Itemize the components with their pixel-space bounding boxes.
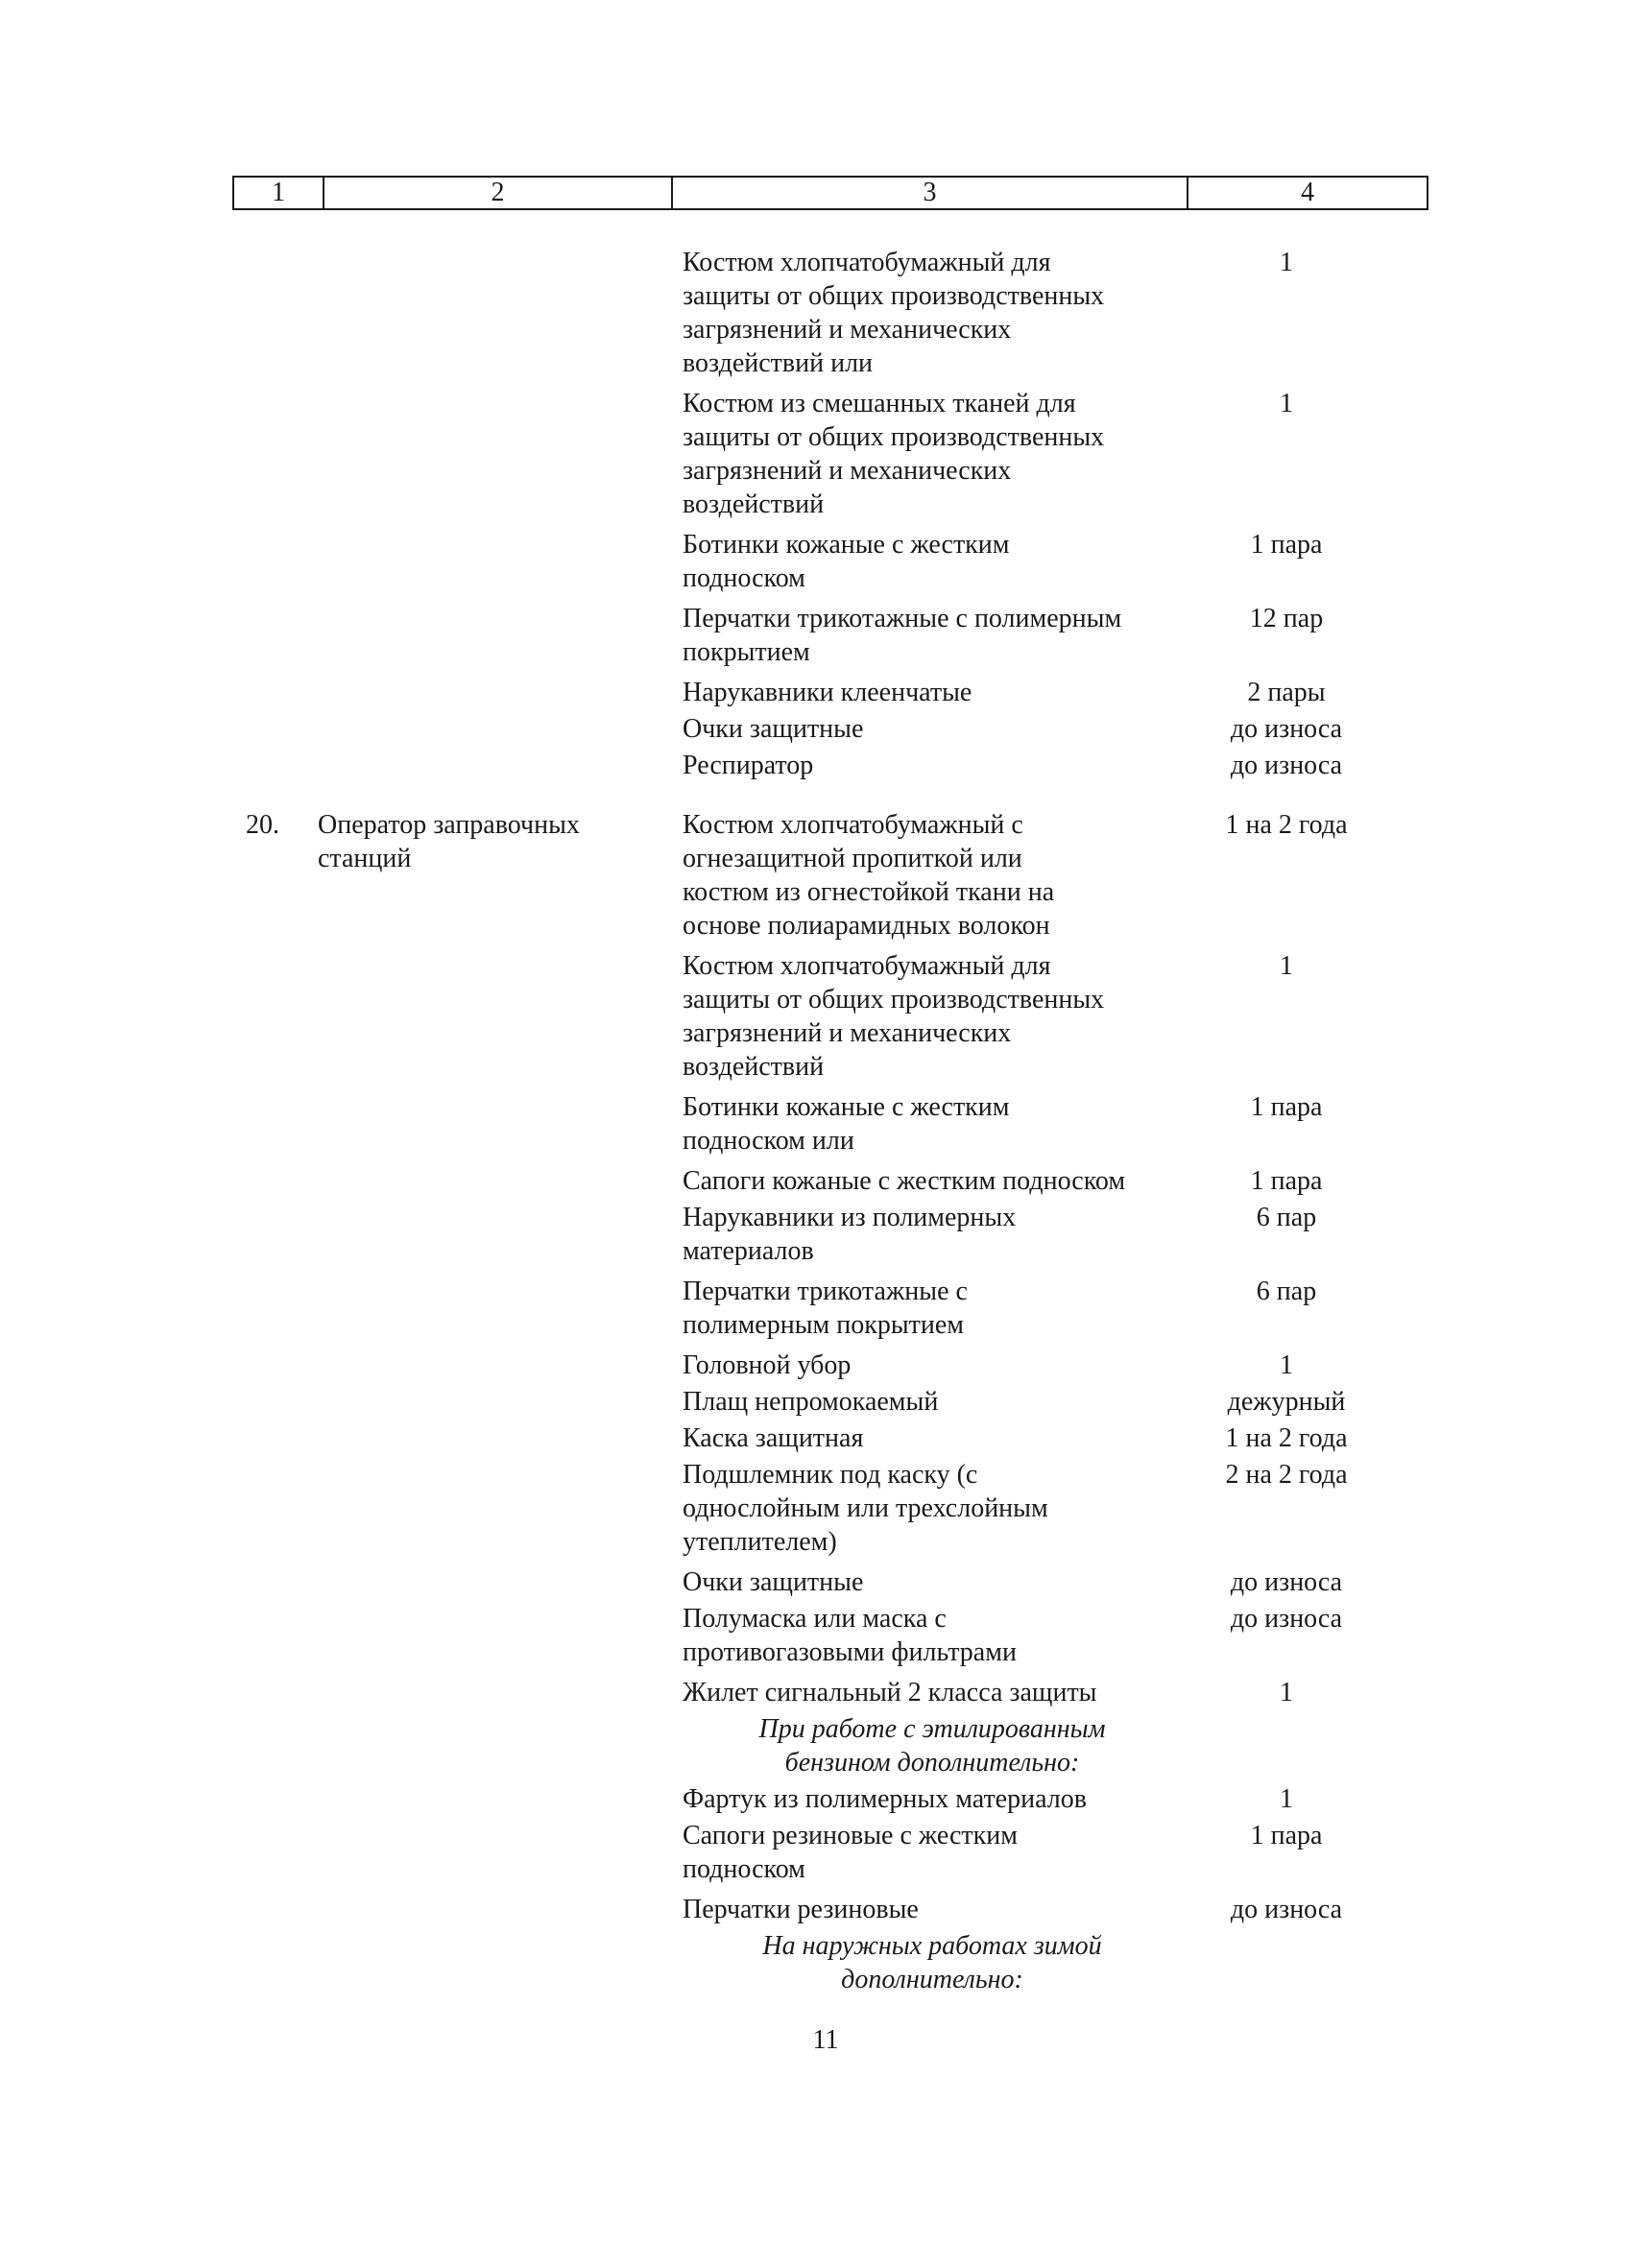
entry20-item-4: материалов [683,1236,814,1266]
entry20-item-5: полимерным покрытием [683,1310,965,1340]
block1-item-2: Ботинки кожаные с жестким [683,530,1010,560]
entry20-item-5: Перчатки трикотажные с [683,1277,968,1306]
entry20-qty-1: 1 [1280,951,1293,981]
entry20-item-2: подноском или [683,1126,854,1156]
entry20-item-0: основе полиарамидных волокон [683,911,1050,941]
block1-qty-5: до износа [1230,714,1343,744]
block1-qty-4: 2 пары [1247,678,1326,707]
leaded-item-2: Перчатки резиновые [683,1895,919,1924]
block1-item-0: загрязнений и механических [683,315,1012,345]
entry20-qty-4: 6 пар [1256,1203,1317,1232]
entry20-item-6: Головной убор [683,1350,852,1380]
block1-qty-2: 1 пара [1250,530,1323,560]
block1-item-1: защиты от общих производственных [683,422,1105,452]
entry20-item-12: Жилет сигнальный 2 класса защиты [683,1678,1097,1707]
entry20-qty-0: 1 на 2 года [1225,810,1348,840]
entry20-item-8: Каска защитная [683,1423,864,1453]
block1-item-0: воздействий или [683,348,874,378]
entry20-item-7: Плащ непромокаемый [683,1387,939,1417]
entry20-item-3: Сапоги кожаные с жестким подноском [683,1166,1126,1196]
note-leaded-gasoline: При работе с этилированным [758,1714,1106,1744]
entry20-item-4: Нарукавники из полимерных [683,1203,1017,1232]
block1-qty-1: 1 [1280,389,1293,418]
entry-number: 20. [246,810,279,840]
block1-item-1: воздействий [683,489,825,519]
leaded-item-0: Фартук из полимерных материалов [683,1784,1087,1814]
table-header-row [232,176,1428,210]
profession-name: станций [318,844,412,873]
profession-name: Оператор заправочных [318,810,580,840]
note-leaded-gasoline: бензином дополнительно: [784,1748,1080,1778]
block1-item-6: Респиратор [683,751,814,780]
block1-item-3: покрытием [683,637,810,667]
entry20-qty-8: 1 на 2 года [1225,1423,1348,1453]
block1-qty-6: до износа [1230,751,1343,780]
entry20-item-1: загрязнений и механических [683,1018,1012,1048]
entry20-item-9: однослойным или трехслойным [683,1493,1048,1523]
leaded-qty-1: 1 пара [1250,1821,1323,1850]
entry20-qty-9: 2 на 2 года [1225,1460,1348,1490]
note-winter-outdoor: дополнительно: [841,1965,1023,1994]
entry20-qty-3: 1 пара [1250,1166,1323,1196]
page-number: 11 [812,2025,839,2055]
block1-item-3: Перчатки трикотажные с полимерным [683,604,1122,633]
entry20-qty-6: 1 [1280,1350,1293,1380]
entry20-item-10: Очки защитные [683,1567,864,1597]
leaded-qty-0: 1 [1280,1784,1293,1814]
entry20-qty-5: 6 пар [1256,1277,1317,1306]
entry20-qty-11: до износа [1230,1604,1343,1634]
entry20-qty-2: 1 пара [1250,1092,1323,1122]
header-col-2: 2 [323,178,671,208]
block1-item-1: Костюм из смешанных тканей для [683,389,1076,418]
entry20-item-1: воздействий [683,1052,825,1082]
leaded-item-1: подноском [683,1854,805,1884]
entry20-qty-12: 1 [1280,1678,1293,1707]
block1-item-0: защиты от общих производственных [683,281,1105,311]
entry20-item-9: утеплителем) [683,1527,837,1557]
header-col-3: 3 [671,178,1187,208]
entry20-item-0: огнезащитной пропиткой или [683,844,1022,873]
leaded-qty-2: до износа [1230,1895,1343,1924]
header-col-4: 4 [1187,178,1427,208]
block1-qty-3: 12 пар [1249,604,1324,633]
block1-item-0: Костюм хлопчатобумажный для [683,248,1051,277]
entry20-item-1: Костюм хлопчатобумажный для [683,951,1051,981]
entry20-item-11: противогазовыми фильтрами [683,1637,1017,1667]
block1-qty-0: 1 [1280,248,1293,277]
entry20-qty-10: до износа [1230,1567,1343,1597]
entry20-item-9: Подшлемник под каску (с [683,1460,978,1490]
block1-item-5: Очки защитные [683,714,864,744]
entry20-qty-7: дежурный [1227,1387,1346,1417]
leaded-item-1: Сапоги резиновые с жестким [683,1821,1018,1850]
block1-item-4: Нарукавники клеенчатые [683,678,972,707]
entry20-item-0: Костюм хлопчатобумажный с [683,810,1023,840]
entry20-item-0: костюм из огнестойкой ткани на [683,877,1055,907]
entry20-item-1: защиты от общих производственных [683,985,1105,1015]
block1-item-2: подноском [683,563,805,593]
entry20-item-2: Ботинки кожаные с жестким [683,1092,1010,1122]
header-col-1: 1 [272,178,285,207]
block1-item-1: загрязнений и механических [683,456,1012,486]
entry20-item-11: Полумаска или маска с [683,1604,947,1634]
note-winter-outdoor: На наружных работах зимой [762,1931,1102,1961]
